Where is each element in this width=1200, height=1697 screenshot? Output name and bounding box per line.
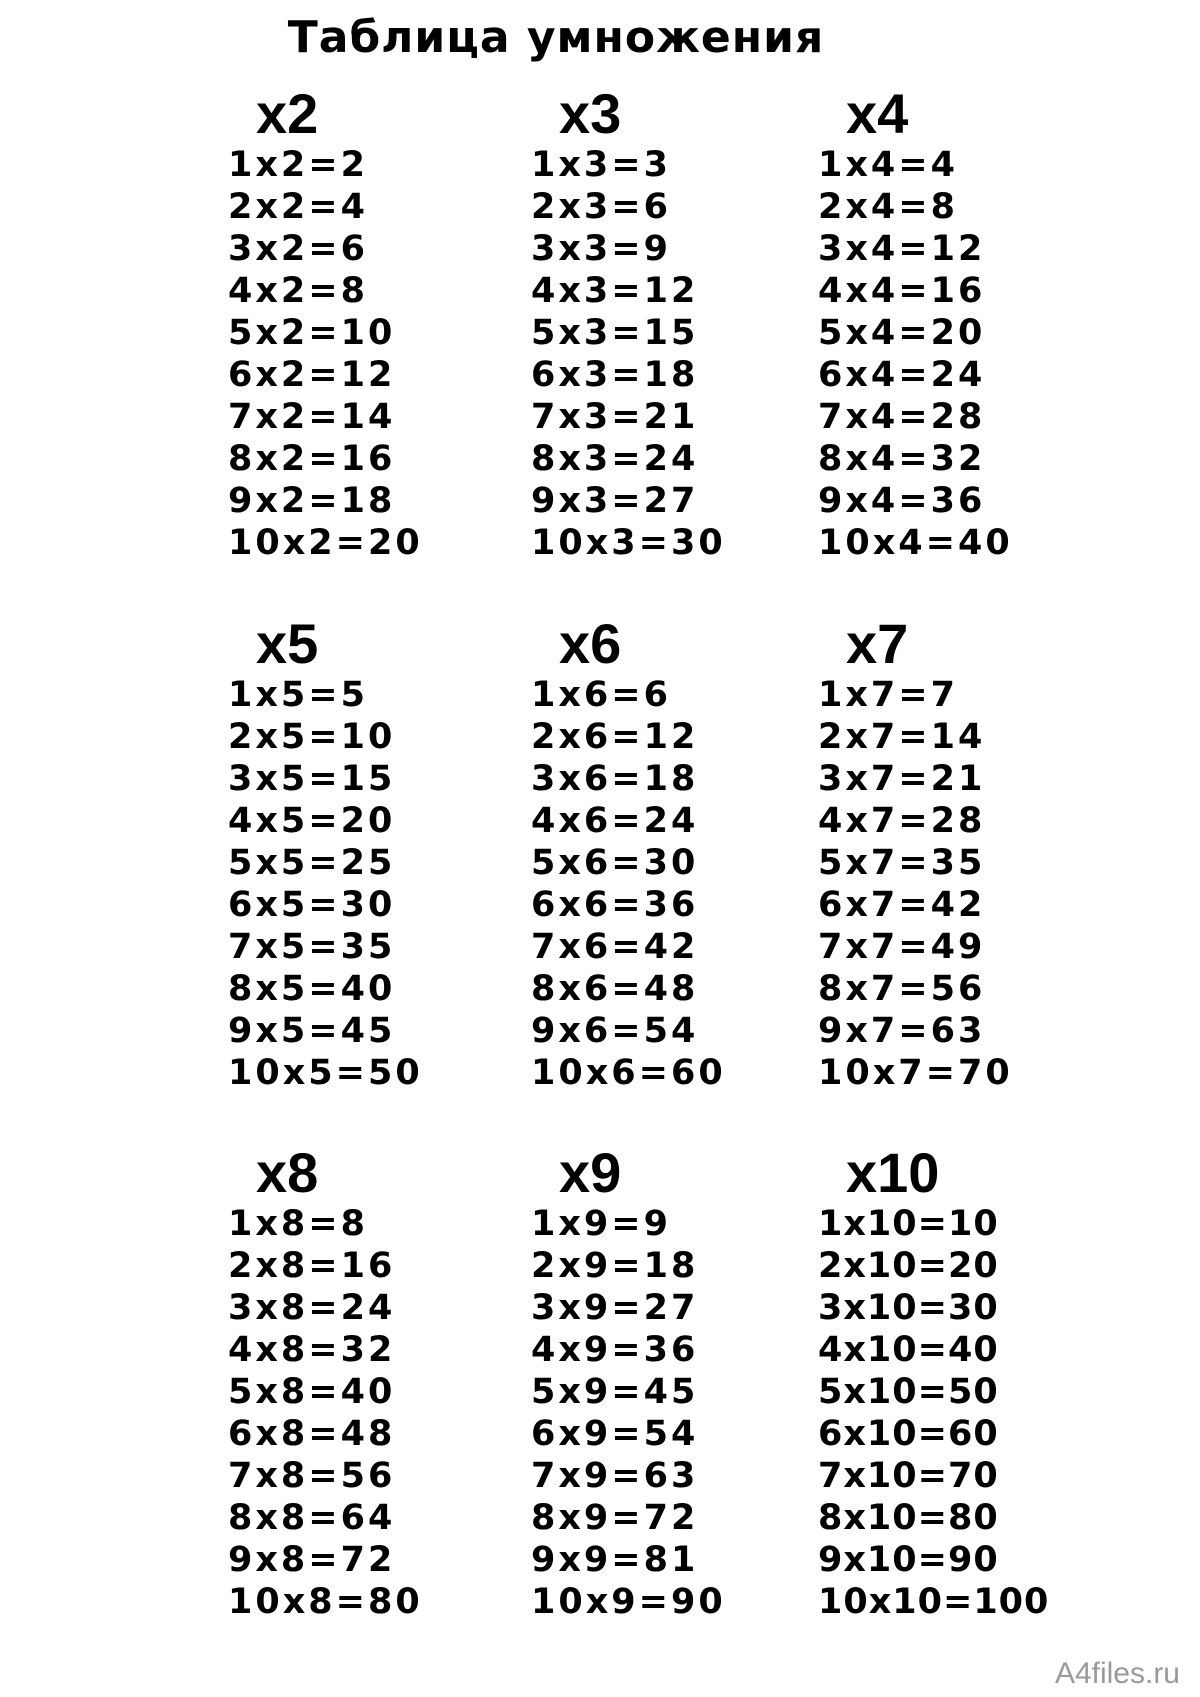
table-row: 7x3=21 [531, 397, 699, 437]
table-row: 6x9=54 [531, 1414, 699, 1454]
table-heading: x9 [559, 1141, 622, 1204]
table-row: 6x10=60 [818, 1414, 999, 1454]
page-title: Таблица умножения [287, 12, 825, 63]
table-row: 8x6=48 [531, 969, 699, 1009]
table-row: 9x10=90 [818, 1540, 999, 1580]
table-row: 9x4=36 [818, 481, 986, 521]
table-row: 9x7=63 [818, 1011, 986, 1051]
table-heading: x8 [256, 1141, 319, 1204]
table-heading: x5 [256, 612, 319, 675]
table-row: 9x2=18 [228, 481, 396, 521]
table-row: 2x5=10 [228, 717, 396, 757]
table-row: 3x10=30 [818, 1288, 999, 1328]
table-row: 8x3=24 [531, 439, 699, 479]
table-row: 2x9=18 [531, 1246, 699, 1286]
table-x10 [818, 1143, 1098, 1623]
table-row: 3x7=21 [818, 759, 986, 799]
table-row: 7x2=14 [228, 397, 396, 437]
table-row: 6x7=42 [818, 885, 986, 925]
table-row: 1x2=2 [228, 145, 368, 185]
table-row: 8x7=56 [818, 969, 986, 1009]
table-row: 6x8=48 [228, 1414, 396, 1454]
table-row: 10x10=100 [818, 1582, 1050, 1622]
table-row: 6x2=12 [228, 355, 396, 395]
table-row: 2x6=12 [531, 717, 699, 757]
table-row: 9x6=54 [531, 1011, 699, 1051]
table-x9 [531, 1143, 811, 1623]
table-row: 4x10=40 [818, 1330, 999, 1370]
table-row: 9x3=27 [531, 481, 699, 521]
table-row: 9x8=72 [228, 1540, 396, 1580]
table-row: 5x10=50 [818, 1372, 999, 1412]
table-row: 10x2=20 [228, 523, 423, 563]
table-row: 7x8=56 [228, 1456, 396, 1496]
table-x3 [531, 84, 811, 564]
table-row: 10x7=70 [818, 1053, 1013, 1093]
table-row: 2x4=8 [818, 187, 958, 227]
table-heading: x2 [256, 82, 319, 145]
table-row: 6x5=30 [228, 885, 396, 925]
table-row: 6x4=24 [818, 355, 986, 395]
table-row: 4x8=32 [228, 1330, 396, 1370]
table-row: 4x2=8 [228, 271, 368, 311]
table-row: 9x9=81 [531, 1540, 699, 1580]
table-row: 3x3=9 [531, 229, 671, 269]
table-row: 8x5=40 [228, 969, 396, 1009]
watermark-text: A4files.ru [1054, 1657, 1180, 1690]
table-row: 4x3=12 [531, 271, 699, 311]
table-row: 3x2=6 [228, 229, 368, 269]
table-x5 [228, 614, 508, 1094]
table-row: 2x2=4 [228, 187, 368, 227]
table-x6 [531, 614, 811, 1094]
table-row: 3x8=24 [228, 1288, 396, 1328]
table-row: 7x7=49 [818, 927, 986, 967]
table-row: 5x2=10 [228, 313, 396, 353]
table-row: 8x9=72 [531, 1498, 699, 1538]
table-row: 4x9=36 [531, 1330, 699, 1370]
table-row: 5x3=15 [531, 313, 699, 353]
table-row: 3x5=15 [228, 759, 396, 799]
table-row: 10x9=90 [531, 1582, 726, 1622]
table-heading: x4 [846, 82, 909, 145]
table-row: 3x9=27 [531, 1288, 699, 1328]
table-x8 [228, 1143, 508, 1623]
table-row: 10x4=40 [818, 523, 1013, 563]
table-row: 8x4=32 [818, 439, 986, 479]
table-row: 4x5=20 [228, 801, 396, 841]
table-row: 5x7=35 [818, 843, 986, 883]
table-x4 [818, 84, 1098, 564]
table-x2 [228, 84, 508, 564]
table-row: 5x9=45 [531, 1372, 699, 1412]
table-row: 2x3=6 [531, 187, 671, 227]
table-row: 9x5=45 [228, 1011, 396, 1051]
table-row: 1x6=6 [531, 675, 671, 715]
table-row: 2x10=20 [818, 1246, 999, 1286]
table-row: 4x6=24 [531, 801, 699, 841]
table-row: 1x9=9 [531, 1204, 671, 1244]
table-row: 5x8=40 [228, 1372, 396, 1412]
table-row: 7x9=63 [531, 1456, 699, 1496]
table-row: 4x7=28 [818, 801, 986, 841]
table-row: 7x10=70 [818, 1456, 999, 1496]
table-row: 2x8=16 [228, 1246, 396, 1286]
table-row: 10x8=80 [228, 1582, 423, 1622]
table-row: 7x6=42 [531, 927, 699, 967]
table-row: 5x4=20 [818, 313, 986, 353]
table-heading: x7 [846, 612, 909, 675]
table-heading: x6 [559, 612, 622, 675]
table-row: 3x6=18 [531, 759, 699, 799]
table-row: 1x10=10 [818, 1204, 999, 1244]
table-row: 10x3=30 [531, 523, 726, 563]
table-row: 3x4=12 [818, 229, 986, 269]
table-row: 1x3=3 [531, 145, 671, 185]
table-row: 8x8=64 [228, 1498, 396, 1538]
table-row: 8x2=16 [228, 439, 396, 479]
table-row: 6x3=18 [531, 355, 699, 395]
table-row: 10x5=50 [228, 1053, 423, 1093]
table-row: 7x5=35 [228, 927, 396, 967]
table-row: 5x6=30 [531, 843, 699, 883]
table-row: 10x6=60 [531, 1053, 726, 1093]
table-heading: x3 [559, 82, 622, 145]
table-row: 1x5=5 [228, 675, 368, 715]
table-row: 4x4=16 [818, 271, 986, 311]
table-row: 1x8=8 [228, 1204, 368, 1244]
table-row: 8x10=80 [818, 1498, 999, 1538]
table-row: 1x4=4 [818, 145, 958, 185]
table-row: 7x4=28 [818, 397, 986, 437]
table-row: 1x7=7 [818, 675, 958, 715]
table-x7 [818, 614, 1098, 1094]
table-row: 6x6=36 [531, 885, 699, 925]
table-row: 2x7=14 [818, 717, 986, 757]
table-heading: x10 [846, 1141, 940, 1204]
table-row: 5x5=25 [228, 843, 396, 883]
